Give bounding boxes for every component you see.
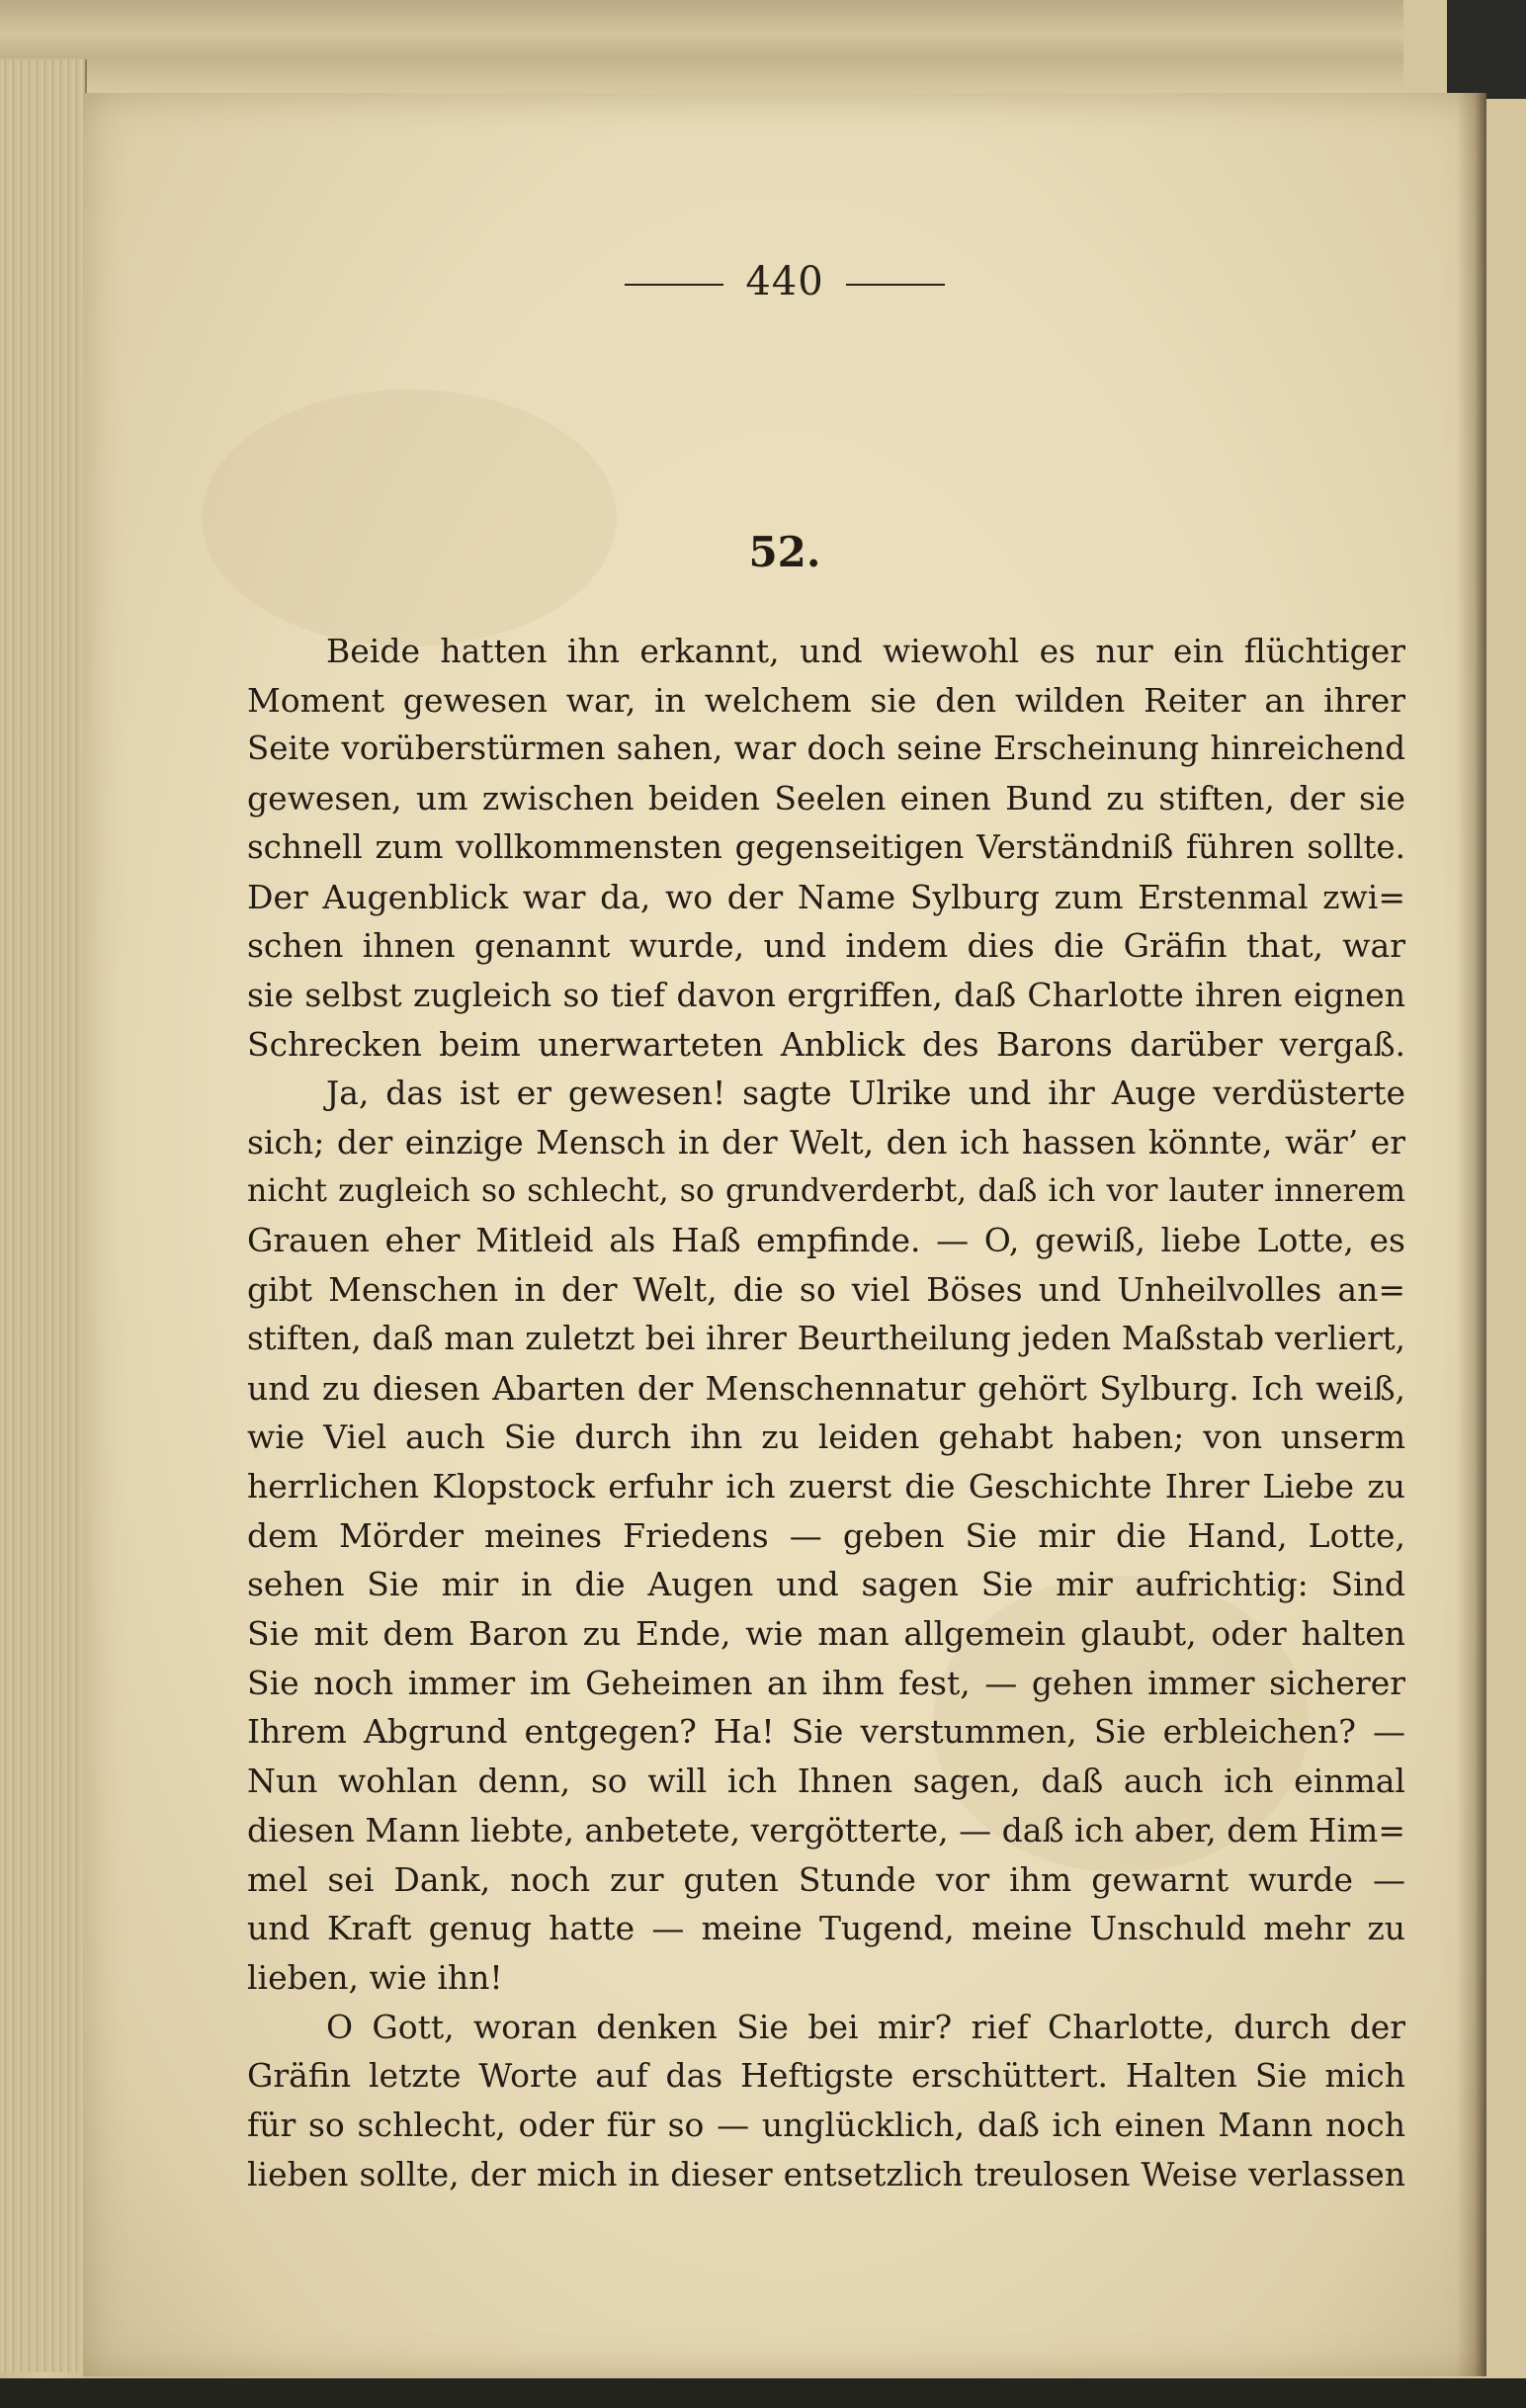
background-bottom [0,2378,1526,2408]
text-line: Seite vorüberstürmen sahen, war doch seine Erscheinung hinreichend [247,730,1405,768]
page-header [83,259,1486,304]
book-top-edge [0,0,1403,97]
text-line: Schrecken beim unerwarteten Anblick des Barons darüber vergaß. [247,1024,1405,1064]
text-line: O Gott, woran denken Sie bei mir? rief Charlotte, durch der [326,2007,1405,2046]
text-line: lieben, wie ihn! [247,1957,503,1997]
text-line: sich; der einzige Mensch in der Welt, den ich hassen könnte, wär’ er [247,1123,1405,1162]
text-line: herrlichen Klopstock erfuhr ich zuerst die Geschichte Ihrer Liebe zu [247,1466,1405,1505]
text-line: gibt Menschen in der Welt, die so viel Böses und Unheilvolles an= [247,1270,1405,1310]
text-line: Gräfin letzte Worte auf das Heftigste erschüttert. Halten Sie mich [247,2056,1405,2096]
text-line: gewesen, um zwischen beiden Seelen einen Bund zu stiften, der sie [247,779,1405,818]
header-rule-right [846,284,945,286]
text-line: stiften, daß man zuletzt bei ihrer Beurtheilung jeden Maßstab verliert, [247,1319,1405,1357]
page-number: 440 [745,259,824,304]
text-line: dem Mörder meines Friedens — geben Sie mir die Hand, Lotte, [247,1515,1405,1555]
text-line: Ihrem Abgrund entgegen? Ha! Sie verstummen, Sie erbleichen? — [247,1712,1405,1752]
background-corner [1447,0,1526,99]
header-rule-left [625,284,723,286]
text-line: diesen Mann liebte, anbetete, vergötterte, — daß ich aber, dem Him= [247,1810,1405,1849]
book-page [83,93,1486,2376]
text-line: schen ihnen genannt wurde, und indem dies die Gräfin that, war [247,926,1405,966]
book-page-edges [0,59,87,2372]
text-line: und zu diesen Abarten der Menschennatur gehört Sylburg. Ich weiß, [247,1368,1405,1408]
body-text [247,627,1405,2199]
text-line: Nun wohlan denn, so will ich Ihnen sagen, daß auch ich einmal [247,1762,1405,1801]
paragraph-1 [247,627,1405,1069]
text-line: Der Augenblick war da, wo der Name Sylburg zum Erstenmal zwi= [247,877,1405,916]
text-line: sie selbst zugleich so tief davon ergriffen, daß Charlotte ihren eignen [247,975,1405,1014]
text-line: Moment gewesen war, in welchem sie den wilden Reiter an ihrer [247,680,1405,720]
text-line: Sie noch immer im Geheimen an ihm fest, — gehen immer sicherer [247,1663,1405,1702]
text-line: nicht zugleich so schlecht, so grundverderbt, daß ich vor lauter innerem [247,1172,1405,1209]
paper-stain [202,389,617,646]
text-line: lieben sollte, der mich in dieser entsetzlich treulosen Weise verlassen [247,2154,1405,2193]
text-line: für so schlecht, oder für so — unglücklich, daß ich einen Mann noch [247,2106,1405,2145]
paragraph-3 [247,2003,1405,2199]
text-line: Beide hatten ihn erkannt, und wiewohl es nur ein flüchtiger [326,632,1405,670]
text-line: mel sei Dank, noch zur guten Stunde vor ihm gewarnt wurde — [247,1859,1405,1899]
text-line: wie Viel auch Sie durch ihn zu leiden gehabt haben; von unserm [247,1418,1405,1457]
chapter-number: 52. [748,528,821,576]
paragraph-2 [247,1069,1405,2002]
text-line: Grauen eher Mitleid als Haß empfinde. — O, gewiß, liebe Lotte, es [247,1221,1405,1260]
text-line: schnell zum vollkommensten gegenseitigen Verständniß führen sollte. [247,827,1405,866]
text-line: sehen Sie mir in die Augen und sagen Sie mir aufrichtig: Sind [247,1565,1405,1604]
text-line: und Kraft genug hatte — meine Tugend, meine Unschuld mehr zu [247,1909,1405,1948]
text-line: Sie mit dem Baron zu Ende, wie man allgemein glaubt, oder halten [247,1614,1405,1654]
page-right-edge [1457,93,1486,2376]
text-line: Ja, das ist er gewesen! sagte Ulrike und ihr Auge verdüsterte [326,1074,1405,1113]
